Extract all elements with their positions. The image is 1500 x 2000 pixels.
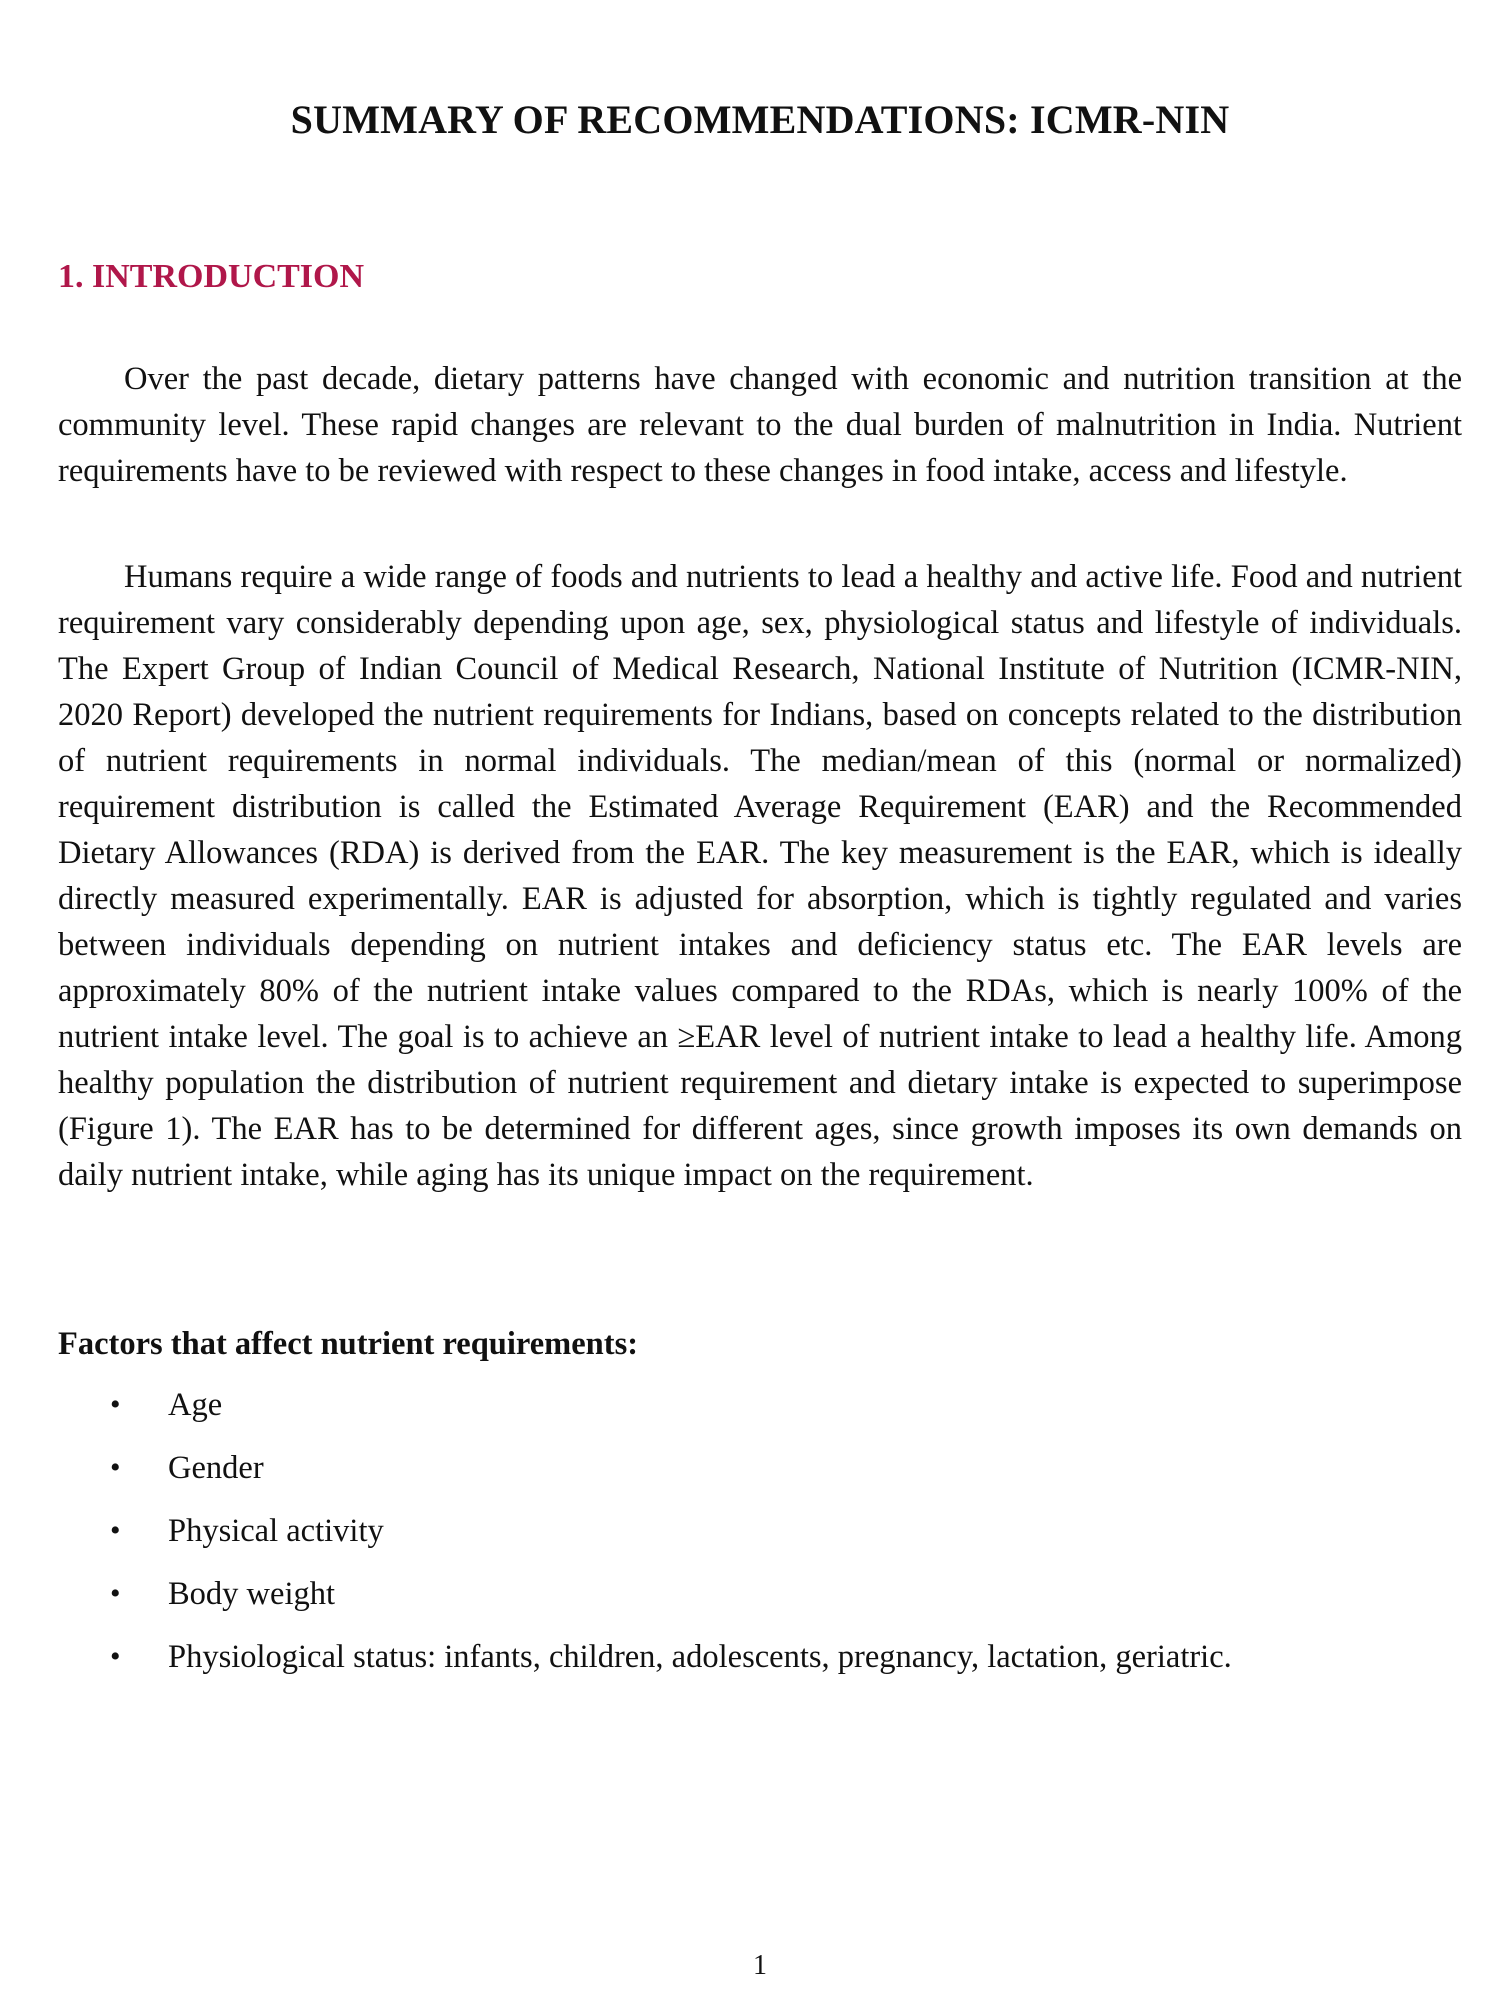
factor-body-weight: Body weight — [168, 1576, 336, 1612]
factor-age: Age — [168, 1387, 223, 1423]
factors-list — [58, 1382, 1462, 1697]
paragraph-intro-1: Over the past decade, dietary patterns have changed with economic and nutrition transition at the community level. These rapid changes are relevant to the dual burden of malnutrition in India. Nutrient requirements have to be reviewed with respect to these changes in food intake, access and lifestyle. — [58, 361, 1462, 489]
list-item — [58, 1508, 1462, 1571]
page-number: 1 — [753, 1950, 767, 1981]
factor-gender: Gender — [168, 1450, 264, 1486]
bullet-icon: • — [110, 1388, 121, 1421]
list-item — [58, 1571, 1462, 1634]
list-item — [58, 1445, 1462, 1508]
paragraph-intro-2: Humans require a wide range of foods and nutrients to lead a healthy and active life. Food and nutrient requirement vary considerably depending upon age, sex, physiological status and lifestyle of individuals. The Expert Group of Indian Council of Medical Research, National Institute of Nutrition (ICMR-NIN, 2020 Report) developed the nutrient requirements for Indians, based on concepts related to the distribution of nutrient requirements in normal individuals. The median/mean of this (normal or normalized) requirement distribution is called the Estimated Average Requirement (EAR) and the Recommended Dietary Allowances (RDA) is derived from the EAR. The key measurement is the EAR, which is ideally directly measured experimentally. EAR is adjusted for absorption, which is tightly regulated and varies between individuals depending on nutrient intakes and deficiency status etc. The EAR levels are approximately 80% of the nutrient intake values compared to the RDAs, which is nearly 100% of the nutrient intake level. The goal is to achieve an ≥EAR level of nutrient intake to lead a healthy life. Among healthy population the distribution of nutrient requirement and dietary intake is expected to superimpose (Figure 1). The EAR has to be determined for different ages, since growth imposes its own demands on daily nutrient intake, while aging has its unique impact on the requirement. — [58, 559, 1462, 1193]
factor-physical-activity: Physical activity — [168, 1513, 384, 1549]
bullet-icon: • — [110, 1640, 121, 1673]
bullet-icon: • — [110, 1514, 121, 1547]
bullet-icon: • — [110, 1451, 121, 1484]
page-title: SUMMARY OF RECOMMENDATIONS: ICMR-NIN — [290, 97, 1230, 142]
list-item — [58, 1382, 1462, 1445]
section-heading-introduction: 1. INTRODUCTION — [58, 258, 365, 295]
document-page — [58, 0, 1462, 2000]
list-item — [58, 1634, 1462, 1697]
factors-heading: Factors that affect nutrient requirements: — [58, 1326, 639, 1362]
bullet-icon: • — [110, 1577, 121, 1610]
factor-physiological-status: Physiological status: infants, children, adolescents, pregnancy, lactation, geriatric. — [168, 1639, 1232, 1675]
